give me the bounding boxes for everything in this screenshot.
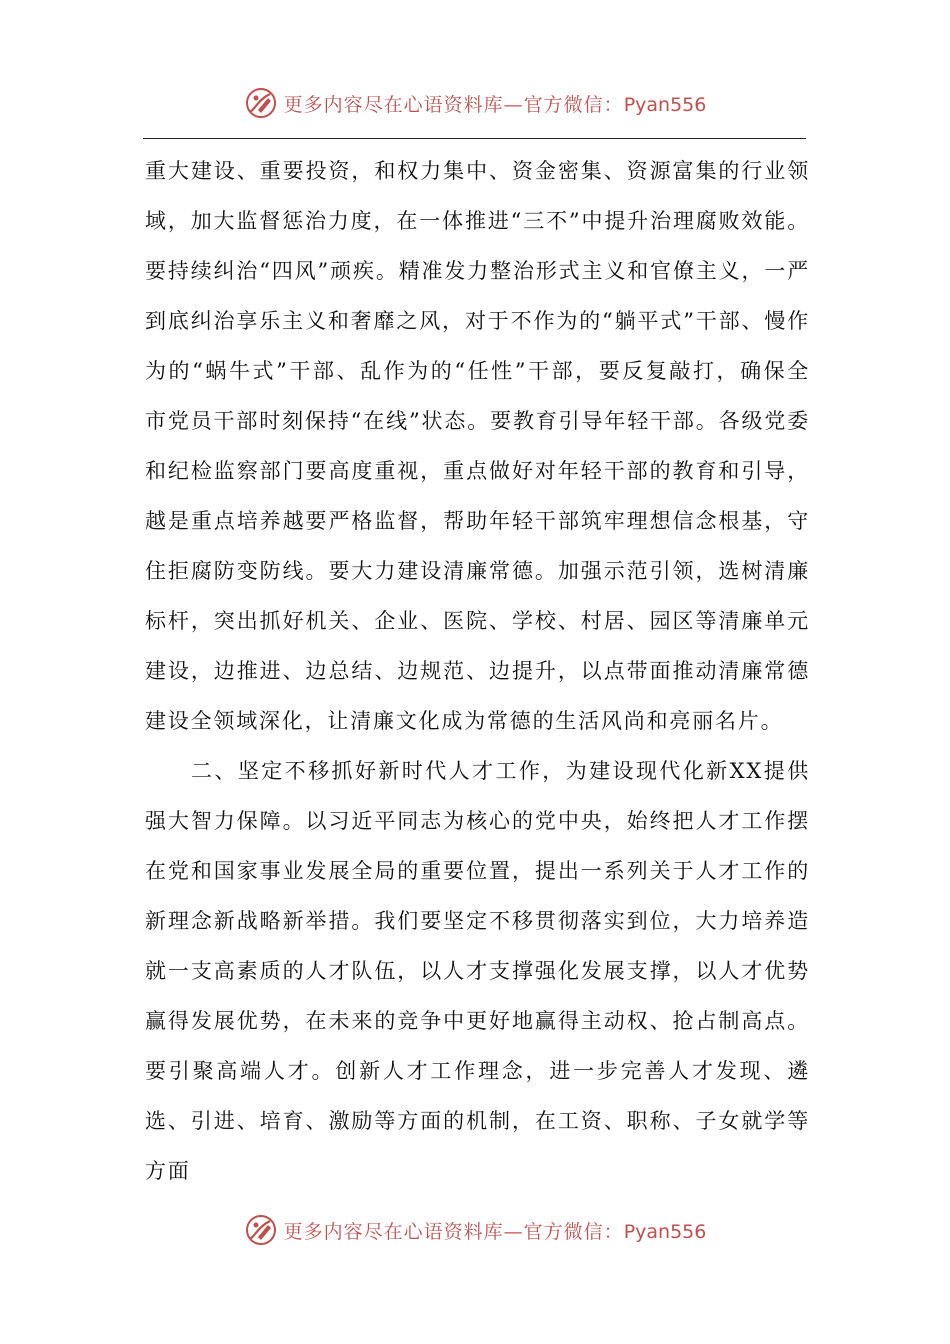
- pen-nib-logo-icon: [244, 86, 278, 120]
- header-divider: [143, 138, 806, 139]
- header-banner: [0, 83, 950, 123]
- footer-banner: [0, 1210, 950, 1250]
- paragraph-2: 二、坚定不移抓好新时代人才工作，为建设现代化新XX提供强大智力保障。以习近平同志为核心的党中央，始终把人才工作摆在党和国家事业发展全局的重要位置，提出一系列关于人才工作的新理念新战略新举措。我们要坚定不移贯彻落实到位，大力培养造就一支高素质的人才队伍，以人才支撑强化发展支撑，以人才优势赢得发展优势，在未来的竞争中更好地赢得主动权、抢占制高点。要引聚高端人才。创新人才工作理念，进一步完善人才发现、遴选、引进、培育、激励等方面的机制，在工资、职称、子女就学等方面: [145, 759, 810, 1183]
- document-body: [145, 146, 810, 1196]
- header-banner-text: 更多内容尽在心语资料库—官方微信：Pyan556: [283, 93, 707, 116]
- footer-banner-text: 更多内容尽在心语资料库—官方微信：Pyan556: [283, 1220, 707, 1243]
- paragraph-1: 重大建设、重要投资，和权力集中、资金密集、资源富集的行业领域，加大监督惩治力度，在一体推进“三不”中提升治理腐败效能。要持续纠治“四风”顽疾。精准发力整治形式主义和官僚主义，一严到底纠治享乐主义和奢靡之风，对于不作为的“躺平式”干部、慢作为的“蜗牛式”干部、乱作为的“任性”干部，要反复敲打，确保全市党员干部时刻保持“在线”状态。要教育引导年轻干部。各级党委和纪检监察部门要高度重视，重点做好对年轻干部的教育和引导，越是重点培养越要严格监督，帮助年轻干部筑牢理想信念根基，守住拒腐防变防线。要大力建设清廉常德。加强示范引领，选树清廉标杆，突出抓好机关、企业、医院、学校、村居、园区等清廉单元建设，边推进、边总结、边规范、边提升，以点带面推动清廉常德建设全领域深化，让清廉文化成为常德的生活风尚和亮丽名片。: [145, 159, 810, 733]
- pen-nib-logo-icon: [244, 1213, 278, 1247]
